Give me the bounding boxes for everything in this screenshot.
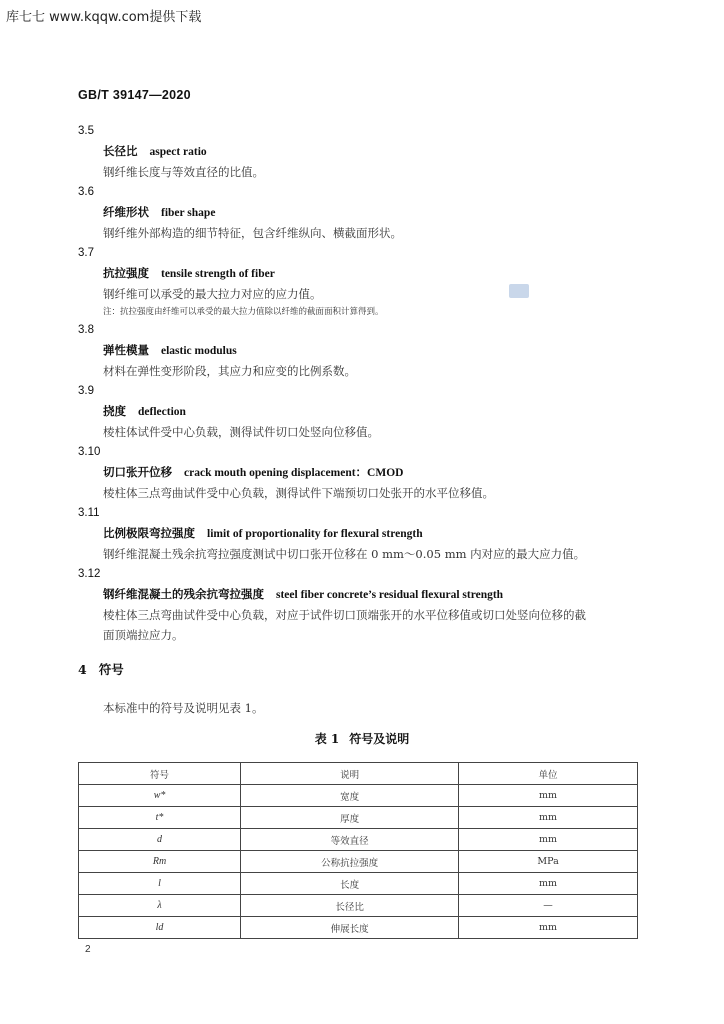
term-chinese: 弹性模量 [103, 343, 149, 357]
table-caption-title: 符号及说明 [349, 732, 410, 746]
term-definition: 钢纤维混凝土残余抗弯拉强度测试中切口张开位移在 0 mm～0.05 mm 内对应的最大应力值。 [103, 547, 586, 561]
term-definition: 棱柱体三点弯曲试件受中心负载，对应于试件切口顶端张开的水平位移值或切口处竖向位移的截 [103, 608, 586, 622]
term-entry [78, 182, 638, 243]
table-header-row [79, 763, 638, 785]
term-number: 3.10 [78, 446, 101, 458]
table-caption [0, 730, 724, 747]
term-english: limit of proportionality for flexural strength [207, 528, 423, 540]
watermark-text: 库七七 www.kqqw.com提供下载 [6, 10, 202, 25]
term-title [103, 202, 638, 223]
table-row [79, 851, 638, 873]
term-number: 3.11 [78, 507, 100, 519]
cell-description: 公称抗拉强度 [241, 851, 459, 873]
header-symbol: 符号 [79, 763, 241, 785]
term-english: steel fiber concrete’s residual flexural strength [276, 589, 504, 601]
cell-symbol: ld [79, 917, 241, 939]
header-unit: 单位 [459, 763, 638, 785]
term-english: deflection [138, 406, 186, 418]
term-title [103, 340, 638, 361]
cell-description: 长度 [241, 873, 459, 895]
table-row [79, 895, 638, 917]
cell-description: 宽度 [241, 785, 459, 807]
term-chinese: 挠度 [103, 404, 126, 418]
cell-unit: mm [459, 917, 638, 939]
terms-list [78, 121, 638, 645]
term-entry [78, 564, 638, 645]
term-definition: 材料在弹性变形阶段，其应力和应变的比例系数。 [103, 364, 356, 378]
term-chinese: 抗拉强度 [103, 266, 149, 280]
symbols-table [78, 762, 638, 939]
table-row [79, 873, 638, 895]
term-number: 3.9 [78, 385, 94, 397]
term-definition: 钢纤维长度与等效直径的比值。 [103, 165, 264, 179]
cell-symbol: λ [79, 895, 241, 917]
table-caption-number: 表 1 [314, 732, 340, 746]
term-number: 3.7 [78, 247, 94, 259]
term-english: aspect ratio [149, 146, 207, 158]
cell-symbol: Rm [79, 851, 241, 873]
term-entry [78, 243, 638, 320]
cell-unit: mm [459, 785, 638, 807]
cell-description: 厚度 [241, 807, 459, 829]
term-chinese: 纤维形状 [103, 205, 149, 219]
term-title [103, 141, 638, 162]
term-definition: 棱柱体试件受中心负载，测得试件切口处竖向位移值。 [103, 425, 379, 439]
term-title [103, 263, 638, 284]
table-row [79, 785, 638, 807]
term-definition: 钢纤维外部构造的细节特征，包含纤维纵向、横截面形状。 [103, 226, 402, 240]
term-entry [78, 442, 638, 503]
term-definition: 钢纤维可以承受的最大拉力对应的应力值。 [103, 287, 322, 301]
term-title [103, 401, 638, 422]
section-heading [78, 660, 124, 678]
term-english: elastic modulus [161, 345, 237, 357]
cell-symbol: w* [79, 785, 241, 807]
term-number: 3.12 [78, 568, 101, 580]
section-title: 符号 [98, 662, 124, 677]
term-entry [78, 121, 638, 182]
term-chinese: 长径比 [103, 144, 138, 158]
section-intro: 本标准中的符号及说明见表 1。 [103, 701, 264, 715]
cell-symbol: l [79, 873, 241, 895]
header-description: 说明 [241, 763, 459, 785]
term-english: crack mouth opening displacement：CMOD [184, 467, 404, 479]
term-title [103, 584, 638, 605]
cell-symbol: t* [79, 807, 241, 829]
cell-unit: mm [459, 829, 638, 851]
term-chinese: 比例极限弯拉强度 [103, 526, 195, 540]
term-entry [78, 320, 638, 381]
cell-unit: MPa [459, 851, 638, 873]
term-number: 3.8 [78, 324, 94, 336]
term-title [103, 523, 638, 544]
term-title [103, 462, 638, 483]
cell-description: 伸展长度 [241, 917, 459, 939]
standard-number: GB/T 39147—2020 [78, 88, 191, 102]
cell-unit: mm [459, 873, 638, 895]
table-row [79, 829, 638, 851]
term-note: 注：抗拉强度由纤维可以承受的最大拉力值除以纤维的截面面积计算得到。 [103, 307, 384, 317]
term-definition: 棱柱体三点弯曲试件受中心负载，测得试件下端预切口处张开的水平位移值。 [103, 486, 494, 500]
table-row [79, 917, 638, 939]
term-definition: 面顶端拉应力。 [103, 628, 184, 642]
term-entry [78, 381, 638, 442]
cell-description: 长径比 [241, 895, 459, 917]
cell-unit: mm [459, 807, 638, 829]
cell-description: 等效直径 [241, 829, 459, 851]
term-number: 3.5 [78, 125, 94, 137]
term-english: fiber shape [161, 207, 216, 219]
term-chinese: 切口张开位移 [103, 465, 172, 479]
term-entry [78, 503, 638, 564]
cell-symbol: d [79, 829, 241, 851]
page-number: 2 [85, 944, 91, 955]
cell-unit: — [459, 895, 638, 917]
table-row [79, 807, 638, 829]
term-chinese: 钢纤维混凝土的残余抗弯拉强度 [103, 587, 264, 601]
term-english: tensile strength of fiber [161, 268, 275, 280]
term-number: 3.6 [78, 186, 94, 198]
section-number: 4 [78, 662, 87, 677]
